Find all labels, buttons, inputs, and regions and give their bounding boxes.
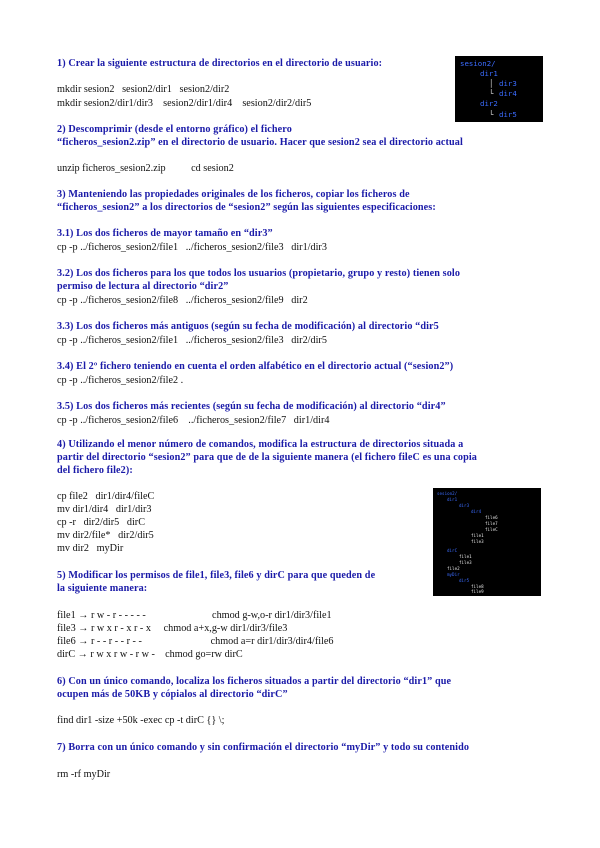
tree-entry: dir2 — [480, 99, 498, 108]
tree-entry: │ — [489, 79, 494, 88]
directory-tree-screenshot-1 — [455, 56, 543, 122]
tree-entry: dirC — [447, 548, 458, 553]
tree-entry: dir5 — [499, 110, 517, 119]
command-line: cp -p ../ficheros_sesion2/file8 ../ficheros_sesion2/file9 dir2 — [57, 295, 308, 306]
command-line: rm -rf myDir — [57, 769, 111, 780]
tree-entry: file9 — [471, 589, 484, 594]
command-line: cp -p ../ficheros_sesion2/file6 ../ficheros_sesion2/file7 dir1/dir4 — [57, 415, 330, 426]
exercise-heading: “ficheros_sesion2.zip” en el directorio de usuario. Hacer que sesion2 sea el directorio actual — [57, 137, 463, 148]
tree-entry: dir5 — [459, 578, 470, 583]
tree-entry: file2 — [447, 566, 460, 571]
command-line: mkdir sesion2/dir1/dir3 sesion2/dir1/dir4 sesion2/dir2/dir5 — [57, 98, 312, 109]
tree-entry: └ — [489, 110, 494, 119]
tree-entry: file8 — [471, 584, 484, 589]
tree-entry: sesion2/ — [460, 59, 496, 68]
exercise-heading: 3.5) Los dos ficheros más recientes (según su fecha de modificación) al directorio “dir4” — [57, 401, 446, 412]
tree-entry: sesion2/ — [437, 491, 458, 496]
command-line: cp -p ../ficheros_sesion2/file1 ../ficheros_sesion2/file3 dir1/dir3 — [57, 242, 327, 253]
command-line: cp -r dir2/dir5 dirC — [57, 517, 145, 528]
tree-entry: file1 — [471, 533, 484, 538]
exercise-heading: 4) Utilizando el menor número de comandos, modifica la estructura de directorios situada a — [57, 439, 464, 450]
command-line: file6 → r - - r - - r - - chmod a=r dir1/dir3/dir4/file6 — [57, 636, 334, 647]
command-line: file1 → r w - r - - - - - chmod g-w,o-r dir1/dir3/file1 — [57, 610, 332, 621]
tree-entry: myDir — [447, 572, 460, 577]
exercise-heading: 5) Modificar los permisos de file1, file3, file6 y dirC para que queden de — [57, 570, 376, 581]
tree-entry: file1 — [459, 554, 472, 559]
exercise-heading: partir del directorio “sesion2” para que de de la siguiente manera (el fichero fileC es una copia — [57, 452, 477, 463]
command-line: mv dir2/file* dir2/dir5 — [57, 530, 154, 541]
command-line: mv dir1/dir4 dir1/dir3 — [57, 504, 152, 515]
command-line: cp file2 dir1/dir4/fileC — [57, 491, 155, 502]
tree-entry: file6 — [485, 515, 498, 520]
command-line: file3 → r w x r - x r - x chmod a+x,g-w dir1/dir3/file3 — [57, 623, 288, 634]
directory-tree-screenshot-2 — [433, 488, 541, 596]
exercise-heading: 2) Descomprimir (desde el entorno gráfico) el fichero — [57, 124, 292, 135]
tree-entry: dir4 — [499, 89, 517, 98]
command-line: find dir1 -size +50k -exec cp -t dirC {} \; — [57, 715, 225, 726]
command-line: cp -p ../ficheros_sesion2/file2 . — [57, 375, 184, 386]
tree-entry: file3 — [471, 539, 484, 544]
exercise-heading: ocupen más de 50KB y cópialos al directorio “dirC” — [57, 689, 288, 700]
tree-entry: file3 — [459, 560, 472, 565]
exercise-heading: 3) Manteniendo las propiedades originales de los ficheros, copiar los ficheros de — [57, 189, 410, 200]
exercise-heading: 3.3) Los dos ficheros más antiguos (según su fecha de modificación) al directorio “dir5 — [57, 321, 439, 332]
exercise-heading: del fichero file2): — [57, 465, 133, 476]
exercise-heading: permiso de lectura al directorio “dir2” — [57, 281, 229, 292]
tree-entry: fileC — [485, 527, 498, 532]
tree-entry: dir1 — [480, 69, 498, 78]
tree-entry: dir3 — [459, 503, 470, 508]
command-line: cp -p ../ficheros_sesion2/file1 ../ficheros_sesion2/file3 dir2/dir5 — [57, 335, 327, 346]
exercise-heading: “ficheros_sesion2” a los directorios de “sesion2” según las siguientes especificaciones: — [57, 202, 436, 213]
tree-entry: file7 — [485, 521, 498, 526]
command-line: mkdir sesion2 sesion2/dir1 sesion2/dir2 — [57, 84, 230, 95]
command-line: mv dir2 myDir — [57, 543, 124, 554]
exercise-heading: 1) Crear la siguiente estructura de directorios en el directorio de usuario: — [57, 58, 383, 69]
exercise-heading: 3.1) Los dos ficheros de mayor tamaño en “dir3” — [57, 228, 273, 239]
tree-entry: dir1 — [447, 497, 458, 502]
tree-entry: └ — [489, 89, 494, 98]
exercise-heading: 7) Borra con un único comando y sin confirmación el directorio “myDir” y todo su contenido — [57, 742, 470, 753]
command-line: unzip ficheros_sesion2.zip cd sesion2 — [57, 163, 234, 174]
tree-entry: dir4 — [471, 509, 482, 514]
exercise-heading: 3.2) Los dos ficheros para los que todos los usuarios (propietario, grupo y resto) tienen solo — [57, 268, 461, 279]
tree-entry: dir3 — [499, 79, 517, 88]
exercise-heading: la siguiente manera: — [57, 583, 148, 594]
exercise-heading: 3.4) El 2º fichero teniendo en cuenta el orden alfabético en el directorio actual (“sesion2”) — [57, 361, 454, 372]
exercise-heading: 6) Con un único comando, localiza los ficheros situados a partir del directorio “dir1” que — [57, 676, 452, 687]
command-line: dirC → r w x r w - r w - chmod go=rw dirC — [57, 649, 243, 660]
